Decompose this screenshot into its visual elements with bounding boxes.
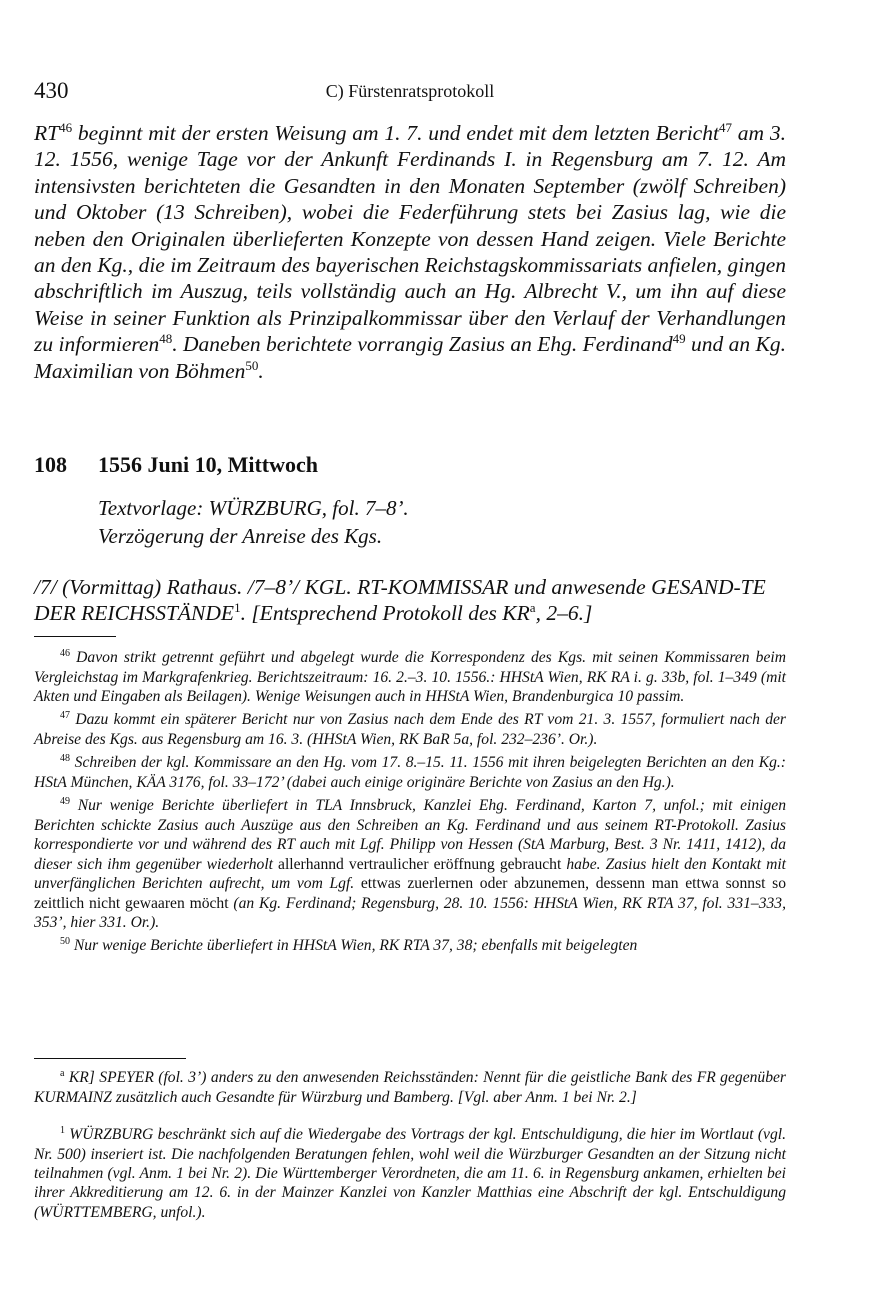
document-date: 1556 Juni 10, Mittwoch — [98, 452, 318, 477]
footnote-ref-1: 1 — [234, 600, 241, 615]
running-head: C) Fürstenratsprotokoll — [325, 81, 495, 101]
footnote-text: Schreiben der kgl. Kommissare an den Hg. vom 17. 8.–15. 11. 1556 mit ihren beigelegten Berichten an den Kg.: HStA München, KÄA 3176, fol. 33–172’ (dabei auch einige originäre Berichte von Zasius an den Hg.). — [34, 754, 786, 791]
footnote-text: Davon strikt getrennt geführt und abgelegt wurde die Korrespondenz des Kgs. mit seinen Kommissaren beim Vergleichstag im Markgrafenkrieg. Berichtszeitraum: 16. 2.–3. 10. 1556.: HHStA Wien, RK RA i. g. 33b, fol. 1–349 (mit Akten und Eingaben als Beilagen). Wenige Weisungen auch in HHStA Wien, Brandenburgica 10 passim. — [34, 649, 786, 705]
footnote-49 — [34, 792, 786, 932]
textual-notes — [34, 1064, 786, 1236]
quoted-source-text: allerhannd vertraulicher eröffnung gebraucht — [278, 855, 562, 873]
document-heading — [34, 452, 786, 478]
source-line: Textvorlage: WÜRZBURG, fol. 7–8’. — [98, 496, 409, 520]
footnote-number: 49 — [60, 796, 70, 808]
intro-paragraph — [34, 120, 786, 384]
note-letter: a — [60, 1068, 65, 1079]
footnote-number: 50 — [60, 936, 70, 948]
intro-text: am 3. 12. 1556, wenige Tage vor der Ankunft Ferdinands I. in Regensburg am 7. 12. Am intensivsten berichteten die Gesandten in den Monaten September (zwölf Schreiben) und Oktober (13 Schreiben), wobei die Federführung stets bei Zasius lag, wie die neben den Originalen überlieferten Konzepte von dessen Hand zeigen. Viele Berichte an den Kg., die im Zeitraum des bayerischen Reichstagskommissariats anfielen, gingen abschriftlich im Auszug, teils vollständig auch an Hg. Albrecht V., um ihn auf diese Weise in seiner Funktion als Prinzipalkommissar über den Verlauf der Verhandlungen zu informieren — [34, 121, 786, 357]
intro-text: und an Kg. Maximilian von Böhmen — [34, 332, 786, 383]
footnote-ref-47: 47 — [718, 120, 732, 135]
intro-text: . Daneben berichtete vorrangig Zasius an Ehg. Ferdinand — [172, 332, 673, 357]
footnote-50 — [34, 932, 786, 956]
quoted-source-text: ettwas zuerlernen oder abzunemen, dessenn man ettwa sonnst so zeittlich nicht gewaaren möcht — [34, 875, 786, 912]
footnote-ref-50: 50 — [245, 357, 259, 373]
intro-text: beginnt mit der ersten Weisung am 1. 7. und endet mit dem letzten Bericht — [72, 121, 719, 145]
footnote-number: 47 — [60, 710, 70, 722]
intro-text: . — [258, 358, 264, 383]
footnote-ref-48: 48 — [159, 331, 173, 347]
textual-note-ref-a: a — [529, 600, 536, 615]
footnote-text: WÜRZBURG beschränkt sich auf die Wiedergabe des Vortrags der kgl. Entschuldigung, die hier im Wortlaut (vgl. Nr. 500) inseriert ist. Die nachfolgenden Beratungen fehlen, wohl weil die Würzburger Gesandten an der Sitzung nicht teilnahmen (vgl. Anm. 1 bei Nr. 2). Die Württemberger Verordneten, die am 11. 6. in Regensburg ankamen, erhielten bei ihrer Akkreditierung am 12. 6. in der Mainzer Kanzlei von Kanzler Matthias eine Abschrift der kgl. Entschuldigung (WÜRTTEMBERG, unfol.). — [34, 1126, 786, 1221]
footnote-text: Nur wenige Berichte überliefert in HHStA Wien, RK RTA 37, 38; ebenfalls mit beigelegten — [73, 937, 638, 955]
footnotes — [34, 644, 786, 956]
footnote-number: 46 — [60, 648, 70, 659]
page-header — [34, 78, 786, 104]
note-text: KR] SPEYER (fol. 3’) anders zu den anwesenden Reichsständen: Nennt für die geistliche Bank des FR gegenüber KURMAINZ zusätzlich auch Gesandte für Würzburg und Bamberg. [Vgl. aber Anm. 1 bei Nr. 2.] — [34, 1069, 787, 1106]
footnote-48 — [34, 749, 786, 792]
session-text: , 2–6.] — [535, 601, 593, 625]
footnote-number: 48 — [60, 753, 70, 765]
footnote-ref-49: 49 — [672, 331, 686, 347]
subject-line: Verzögerung der Anreise des Kgs. — [98, 524, 383, 548]
footnote-text: habe. Zasius hielt den Kontakt mit unverfänglichen Berichten aufrecht, um vom Lgf. — [34, 855, 786, 893]
textual-notes-divider — [34, 1058, 186, 1059]
footnote-text: Dazu kommt ein späterer Bericht nur von Zasius nach dem Ende des RT vom 21. 3. 1557, formuliert nach der Abreise des Kgs. aus Regensburg am 16. 3. (HHStA Wien, RK BaR 5a, fol. 232–236’. Or.). — [34, 711, 787, 748]
footnote-1 — [34, 1121, 786, 1222]
page-number: 430 — [34, 78, 69, 103]
footnote-46 — [34, 644, 786, 706]
footnote-divider — [34, 636, 116, 637]
footnote-ref-46: 46 — [59, 120, 73, 135]
session-heading — [34, 574, 786, 626]
footnote-number: 1 — [60, 1125, 65, 1136]
textual-note-a — [34, 1064, 786, 1107]
footnote-47 — [34, 706, 786, 749]
footnote-text: Nur wenige Berichte überliefert in TLA Innsbruck, Kanzlei Ehg. Ferdinand, Karton 7, unfol.; mit einigen Berichten schickte Zasius auch Auszüge aus den Schreiben an Kg. Ferdinand und aus seinem RT-Protokoll. Zasius korrespondierte vor und während des RT auch mit Lgf. Philipp von Hessen (StA Marburg, Best. 3 Nr. 1411, 1412), da dieser sich ihm gegenüber wiederholt — [34, 797, 786, 873]
footnote-text: (an Kg. Ferdinand; Regensburg, 28. 10. 1556: HHStA Wien, RK RTA 37, fol. 331–333, 353’, hier 331. Or.). — [34, 894, 786, 932]
document-number: 108 — [34, 452, 67, 477]
intro-text: RT — [34, 121, 60, 145]
session-text: /7/ (Vormittag) Rathaus. /7–8’/ KGL. RT-KOMMISSAR und anwesende GESAND-TE DER REICHSSTÄNDE — [34, 575, 766, 625]
session-text: . [Entsprechend Protokoll des KR — [240, 601, 530, 625]
source-block — [98, 494, 786, 550]
